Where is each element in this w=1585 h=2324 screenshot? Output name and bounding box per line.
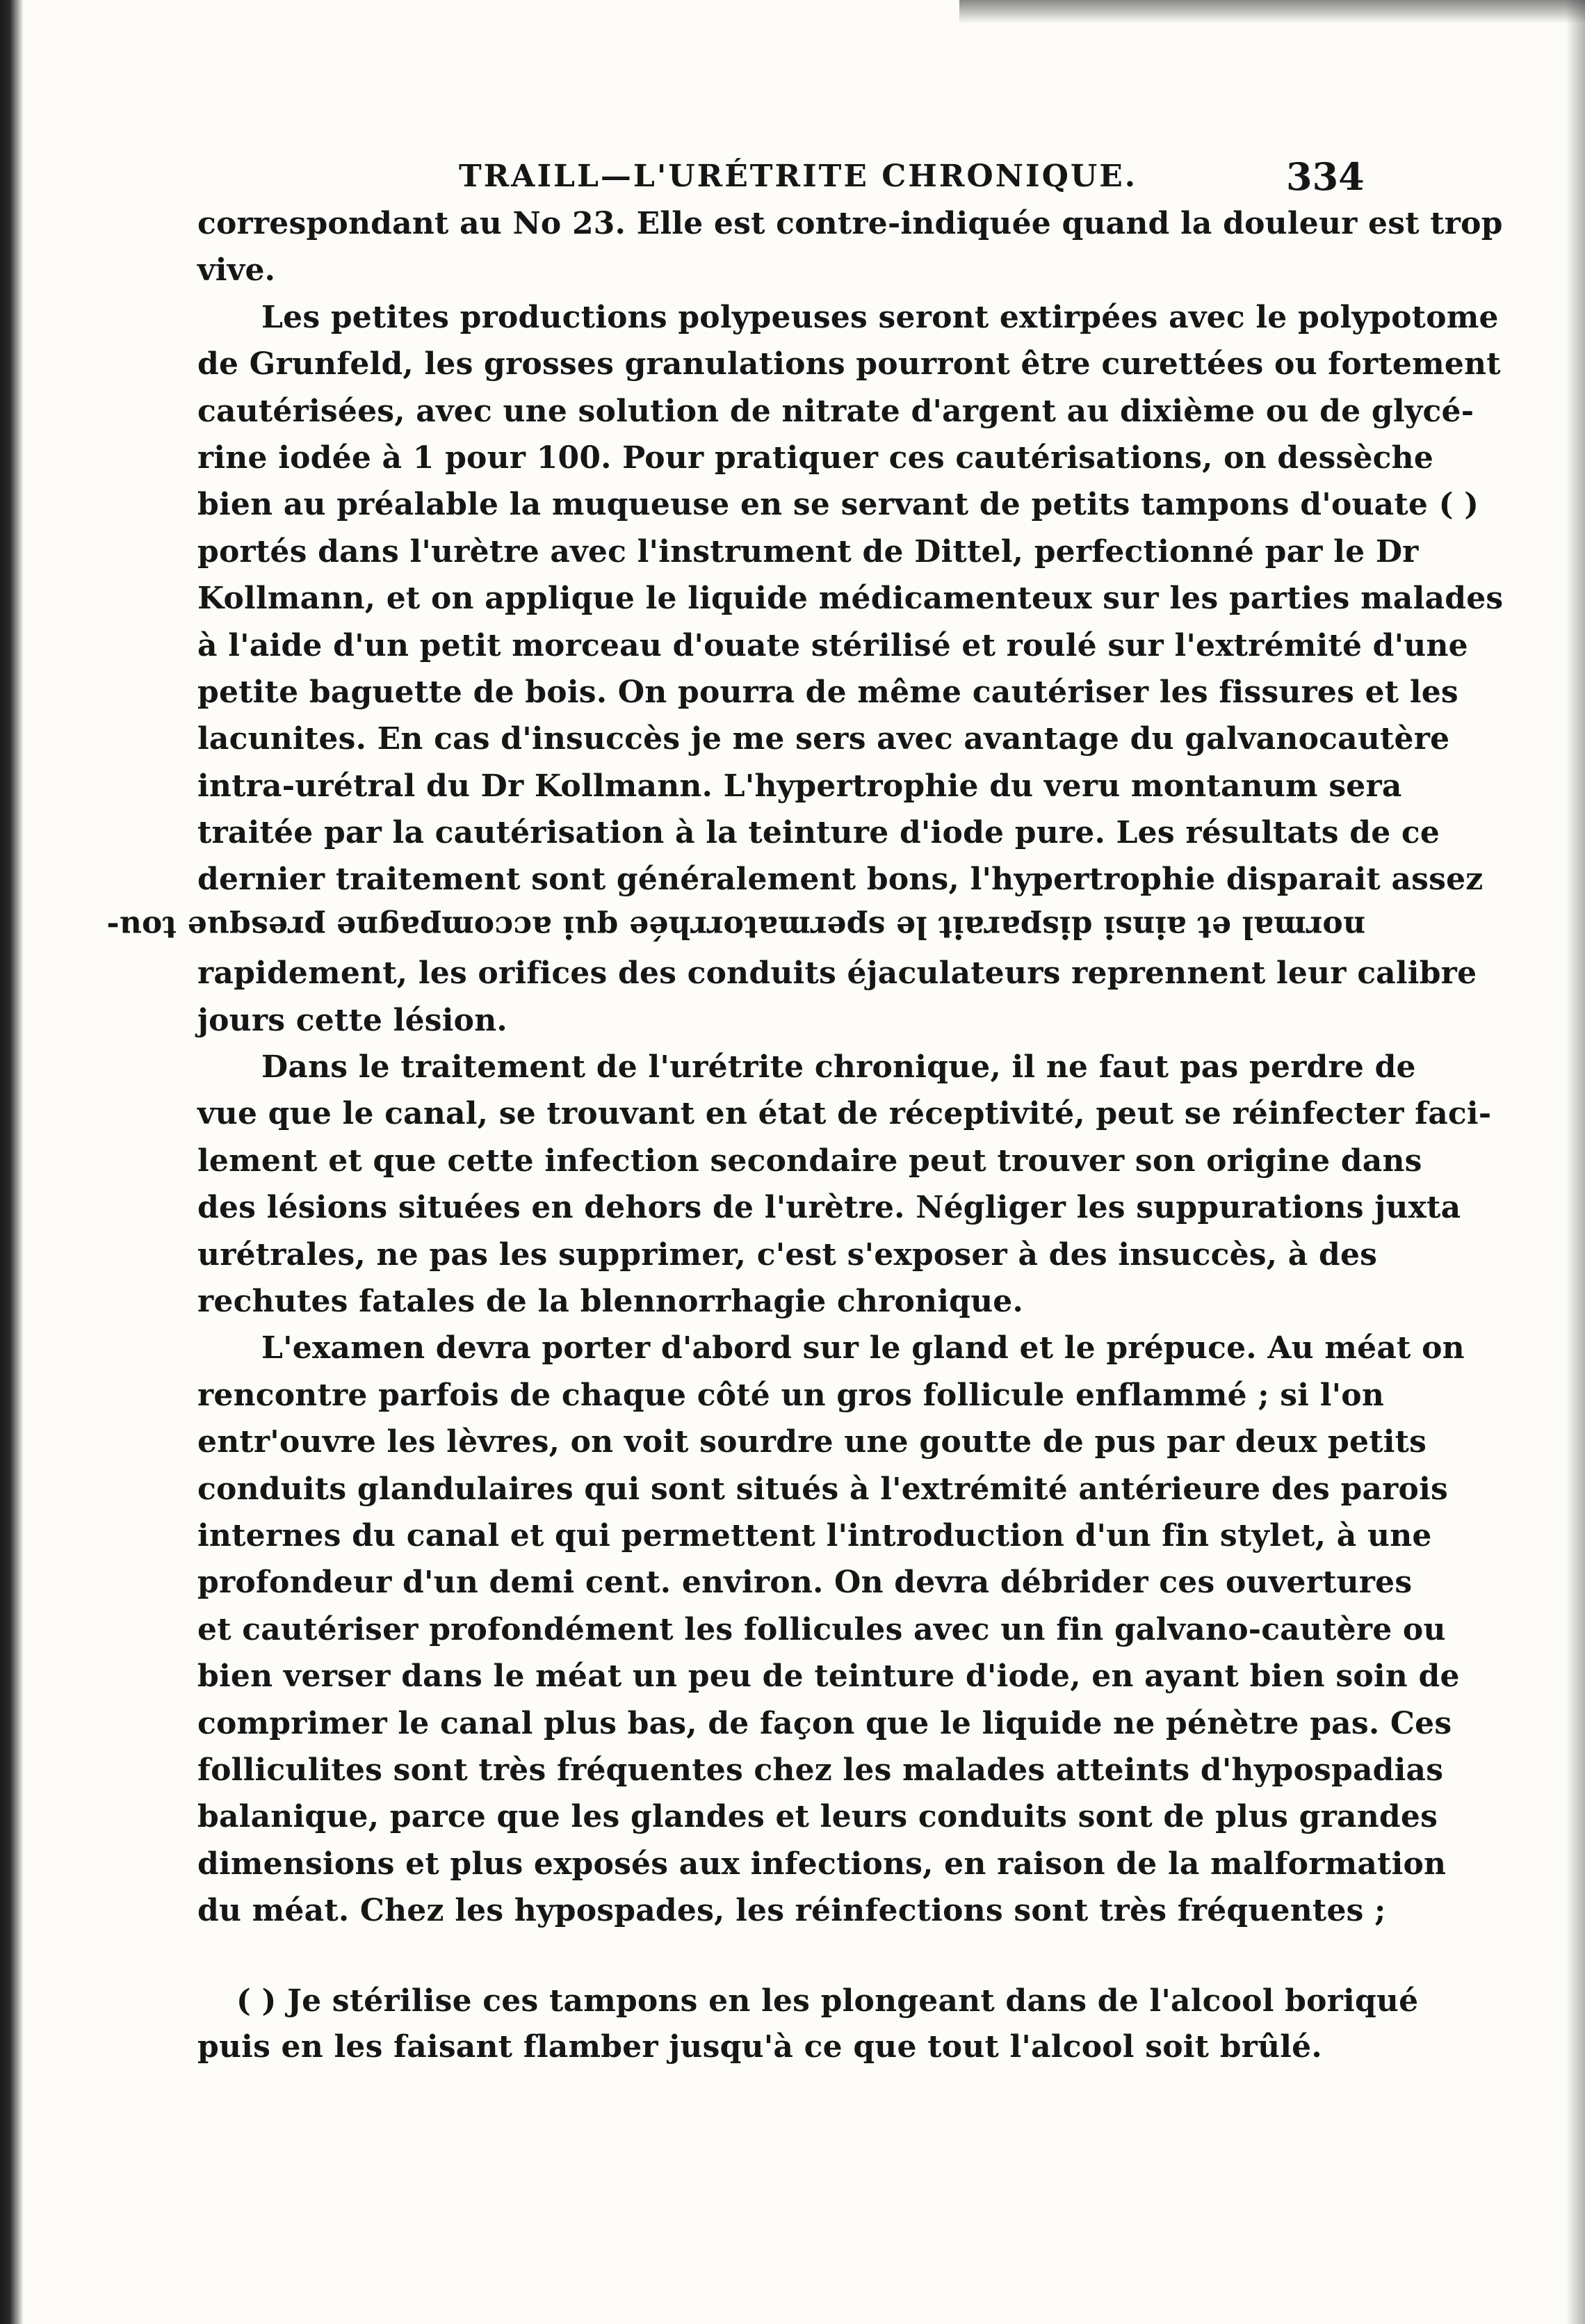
text-line: et cautériser profondément les follicules avec un fin galvano-cautère ou	[197, 1611, 1446, 1647]
text-line: urétrales, ne pas les supprimer, c'est s'exposer à des insuccès, à des	[197, 1236, 1378, 1273]
text-line: rencontre parfois de chaque côté un gros follicule enflammé ; si l'on	[197, 1377, 1385, 1413]
text-line: rapidement, les orifices des conduits éjaculateurs reprennent leur calibre	[197, 955, 1477, 992]
text-line: profondeur d'un demi cent. environ. On devra débrider ces ouvertures	[197, 1565, 1413, 1601]
text-line: correspondant au No 23. Elle est contre-indiquée quand la douleur est trop	[197, 206, 1503, 241]
scan-edge-right	[1566, 0, 1585, 2324]
text-line: rechutes fatales de la blennorrhagie chronique.	[197, 1283, 1023, 1319]
text-line: Dans le traitement de l'urétrite chronique, il ne faut pas perdre de	[261, 1049, 1416, 1086]
text-line: lement et que cette infection secondaire peut trouver son origine dans	[197, 1143, 1422, 1179]
text-line: dimensions et plus exposés aux infections, en raison de la malformation	[197, 1846, 1447, 1882]
text-line: à l'aide d'un petit morceau d'ouate stérilisé et roulé sur l'extrémité d'une	[197, 627, 1468, 663]
text-line: rine iodée à 1 pour 100. Pour pratiquer ces cautérisations, on dessèche	[197, 439, 1434, 476]
text-line: internes du canal et qui permettent l'introduction d'un fin stylet, à une	[197, 1517, 1432, 1554]
text-line: vive.	[197, 252, 276, 289]
page-number: 334	[1286, 154, 1365, 199]
footnote	[197, 1978, 1419, 2070]
text-line: de Grunfeld, les grosses granulations pourront être curettées ou fortement	[197, 346, 1501, 382]
text-line: folliculites sont très fréquentes chez les malades atteints d'hypospadias	[197, 1752, 1444, 1788]
text-line: jours cette lésion.	[197, 1002, 507, 1038]
text-line: L'examen devra porter d'abord sur le gland et le prépuce. Au méat on	[261, 1330, 1465, 1366]
text-line: vue que le canal, se trouvant en état de réceptivité, peut se réinfecter faci-	[197, 1096, 1492, 1132]
text-line: comprimer le canal plus bas, de façon que le liquide ne pénètre pas. Ces	[197, 1705, 1452, 1741]
body-text	[106, 200, 1504, 1934]
text-line: Les petites productions polypeuses seront extirpées avec le polypotome	[261, 299, 1499, 335]
text-line: portés dans l'urètre avec l'instrument de Dittel, perfectionné par le Dr	[197, 533, 1419, 570]
text-line: entr'ouvre les lèvres, on voit sourdre une goutte de pus par deux petits	[197, 1424, 1427, 1460]
text-line: petite baguette de bois. On pourra de même cautériser les fissures et les	[197, 674, 1458, 710]
footnote-line: puis en les faisant flamber jusqu'à ce que tout l'alcool soit brûlé.	[197, 2029, 1322, 2065]
text-line: intra-urétral du Dr Kollmann. L'hypertrophie du veru montanum sera	[197, 768, 1402, 804]
text-line: lacunites. En cas d'insuccès je me sers avec avantage du galvanocautère	[197, 721, 1450, 757]
running-head-title: TRAILL—L'URÉTRITE CHRONIQUE.	[459, 159, 1138, 194]
text-line: dernier traitement sont généralement bons, l'hypertrophie disparait assez	[197, 862, 1484, 898]
text-line: traitée par la cautérisation à la teinture d'iode pure. Les résultats de ce	[197, 815, 1440, 851]
scan-edge-top	[959, 0, 1585, 24]
text-line: des lésions situées en dehors de l'urètre. Négliger les suppurations juxta	[197, 1190, 1461, 1226]
text-line: Kollmann, et on applique le liquide médicamenteux sur les parties malades	[197, 581, 1504, 617]
text-line: cautérisées, avec une solution de nitrate d'argent au dixième ou de glycé-	[197, 393, 1474, 429]
text-line: conduits glandulaires qui sont situés à l'extrémité antérieure des parois	[197, 1471, 1448, 1507]
text-line: du méat. Chez les hypospades, les réinfections sont très fréquentes ;	[197, 1893, 1386, 1929]
text-line: bien au préalable la muqueuse en se servant de petits tampons d'ouate ( )	[197, 487, 1479, 523]
text-line-inverted: normal et ainsi disparait le spermatorrhée qui accompagne presque tou-	[106, 909, 1365, 945]
text-line: balanique, parce que les glandes et leurs conduits sont de plus grandes	[197, 1799, 1438, 1835]
scan-edge-left	[0, 0, 24, 2324]
footnote-line: ( ) Je stérilise ces tampons en les plongeant dans de l'alcool boriqué	[236, 1983, 1419, 2019]
text-line: bien verser dans le méat un peu de teinture d'iode, en ayant bien soin de	[197, 1659, 1460, 1695]
